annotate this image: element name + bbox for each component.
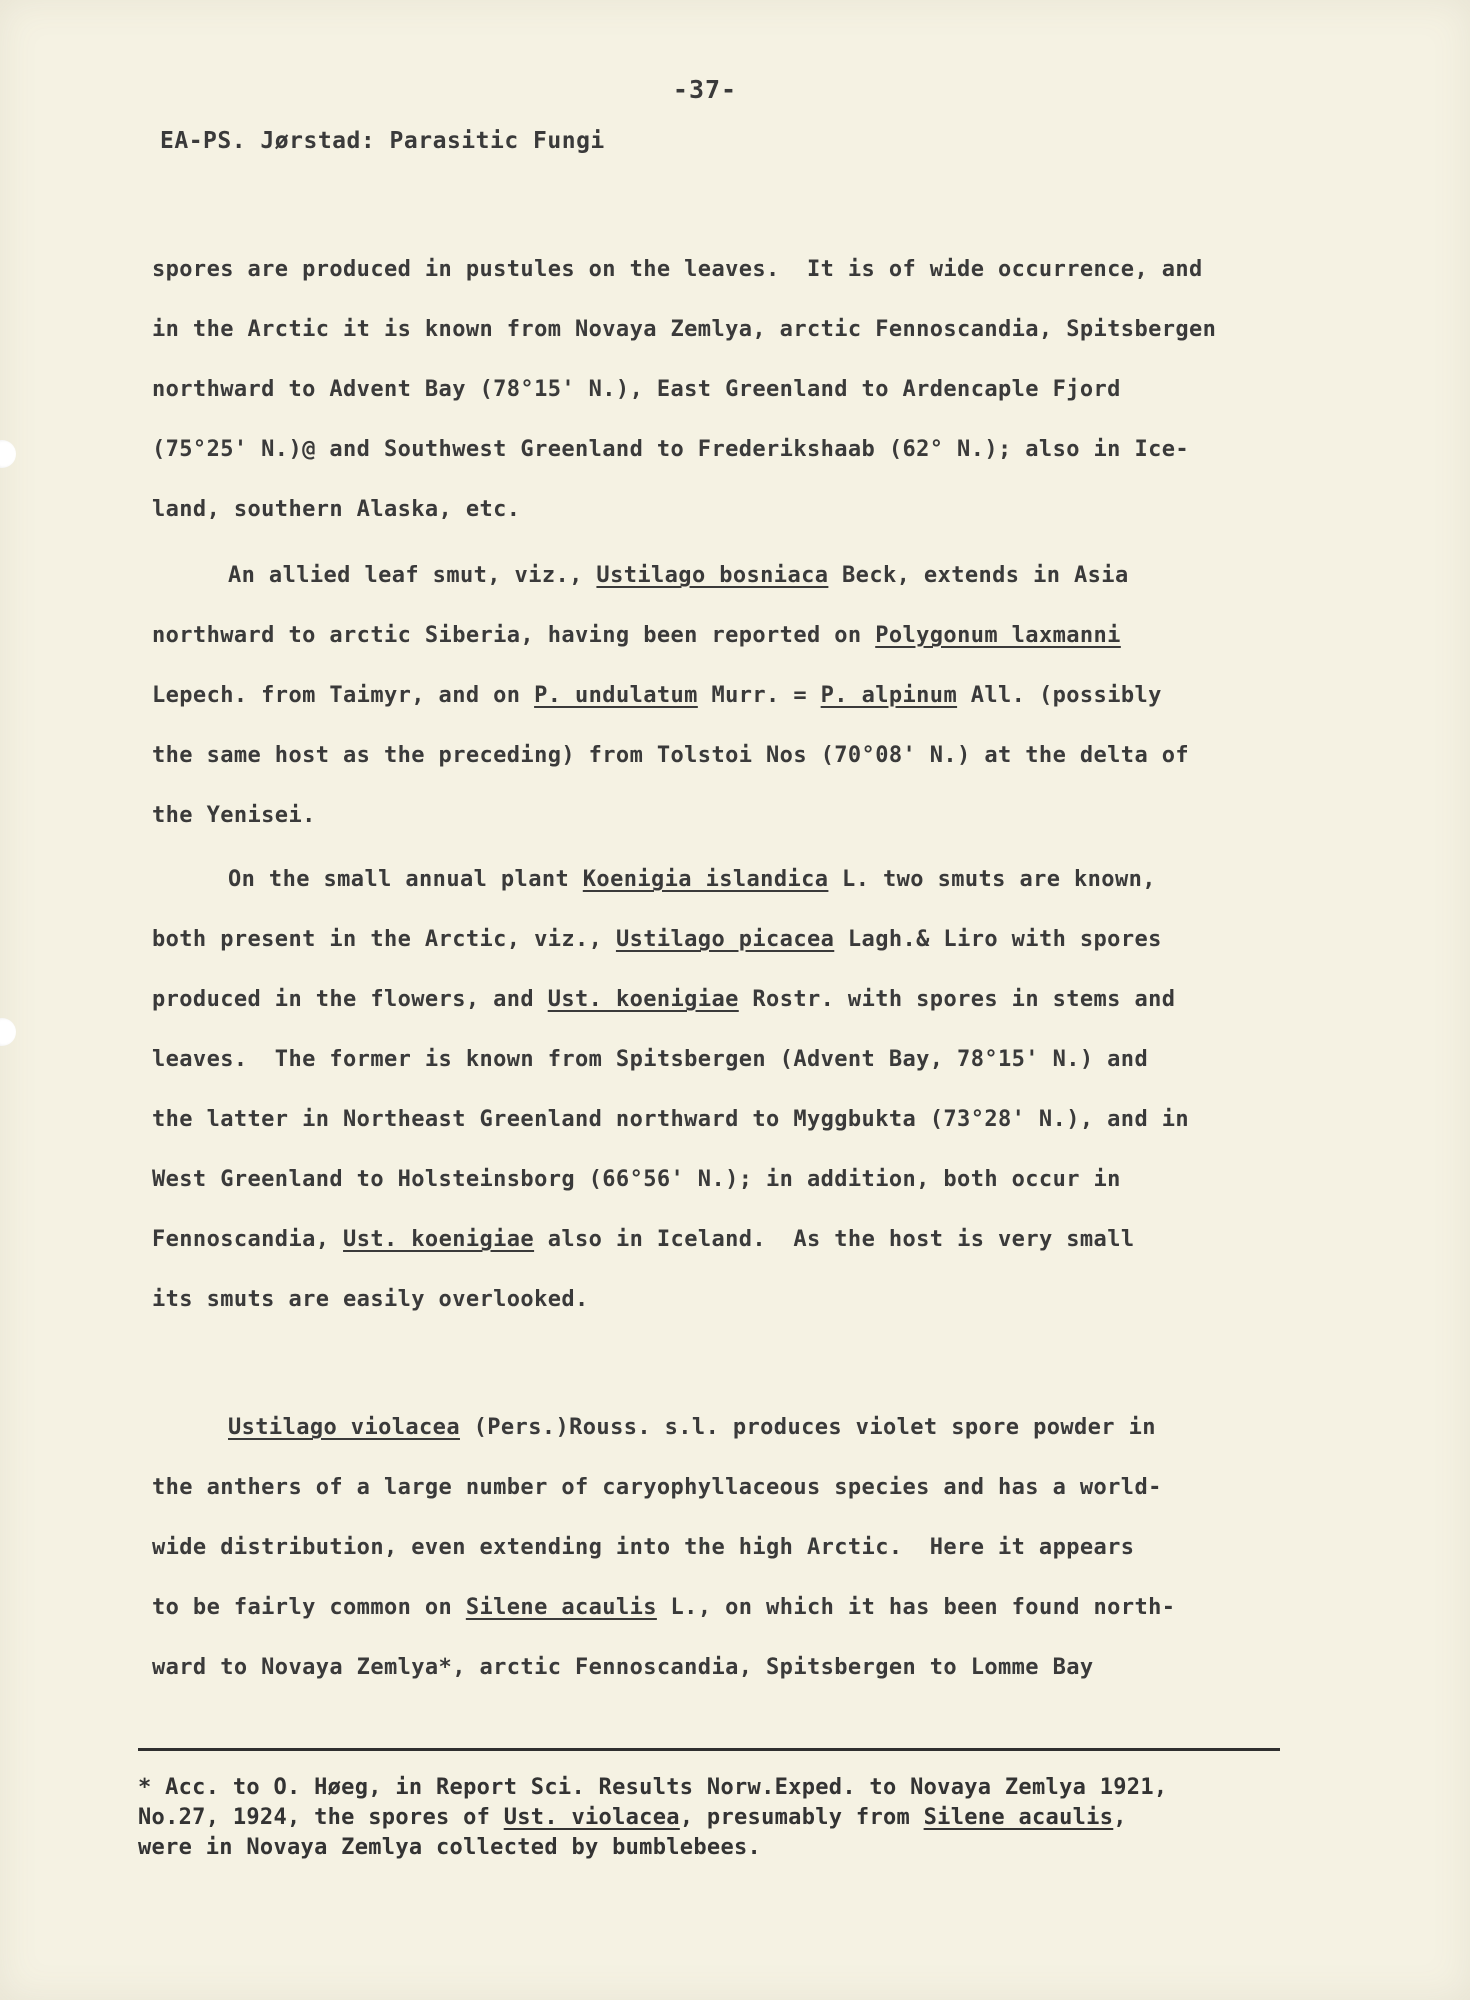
text-span: L. two smuts are known, bbox=[828, 867, 1156, 892]
text-line: land, southern Alaska, etc. bbox=[152, 497, 521, 522]
species-name: Ust. violacea bbox=[503, 1805, 680, 1830]
text-span: An allied leaf smut, viz., bbox=[228, 563, 597, 588]
text-span: Murr. = bbox=[697, 683, 821, 708]
text-line bbox=[152, 986, 1175, 1014]
text-span: Fennoscandia, bbox=[152, 1227, 344, 1252]
species-name: Silene acaulis bbox=[465, 1595, 657, 1620]
text-line: the latter in Northeast Greenland northward to Myggbukta (73°28' N.), and in bbox=[152, 1107, 1190, 1132]
text-span: Lagh.& Liro with spores bbox=[834, 927, 1162, 952]
text-line: (75°25' N.)@ and Southwest Greenland to Frederikshaab (62° N.); also in Ice- bbox=[152, 437, 1190, 462]
species-name: P. alpinum bbox=[820, 683, 958, 708]
text-span: Rostr. with spores in stems and bbox=[738, 987, 1176, 1012]
species-name: P. undulatum bbox=[534, 683, 698, 708]
text-span: , presumably from bbox=[679, 1805, 924, 1830]
species-name: Koenigia islandica bbox=[582, 867, 829, 892]
footnote-line bbox=[138, 1806, 1127, 1830]
text-span: On the small annual plant bbox=[228, 867, 583, 892]
text-line bbox=[152, 1594, 1175, 1622]
page-number: -37- bbox=[672, 75, 738, 104]
text-line bbox=[152, 1226, 1134, 1254]
text-line: wide distribution, even extending into the high Arctic. Here it appears bbox=[152, 1535, 1135, 1560]
footnote-rule bbox=[138, 1748, 1280, 1751]
text-line bbox=[228, 562, 1129, 590]
punch-hole bbox=[0, 1018, 16, 1046]
text-span: to be fairly common on bbox=[152, 1595, 466, 1620]
species-name: Ust. koenigiae bbox=[547, 987, 739, 1012]
text-span: Lepech. from Taimyr, and on bbox=[152, 683, 535, 708]
footnote-line: * Acc. to O. Høeg, in Report Sci. Results Norw.Exped. to Novaya Zemlya 1921, bbox=[138, 1775, 1168, 1800]
footnote-line: were in Novaya Zemlya collected by bumblebees. bbox=[138, 1835, 762, 1860]
text-span: No.27, 1924, the spores of bbox=[138, 1805, 504, 1830]
text-line bbox=[228, 866, 1156, 894]
text-line: the Yenisei. bbox=[152, 803, 316, 828]
species-name: Ustilago violacea bbox=[228, 1415, 460, 1440]
text-line: spores are produced in pustules on the leaves. It is of wide occurrence, and bbox=[152, 257, 1203, 282]
text-line bbox=[152, 622, 1121, 650]
text-span: also in Iceland. As the host is very small bbox=[534, 1227, 1135, 1252]
text-line: West Greenland to Holsteinsborg (66°56' N.); in addition, both occur in bbox=[152, 1167, 1121, 1192]
text-span: All. (possibly bbox=[957, 683, 1162, 708]
species-name: Ustilago bosniaca bbox=[596, 563, 829, 588]
species-name: Ust. koenigiae bbox=[343, 1227, 535, 1252]
text-span: northward to arctic Siberia, having been reported on bbox=[152, 623, 876, 648]
text-line: in the Arctic it is known from Novaya Zemlya, arctic Fennoscandia, Spitsbergen bbox=[152, 317, 1217, 342]
text-line: its smuts are easily overlooked. bbox=[152, 1287, 589, 1312]
species-name: Polygonum laxmanni bbox=[875, 623, 1121, 648]
text-span: both present in the Arctic, viz., bbox=[152, 927, 616, 952]
text-line: northward to Advent Bay (78°15' N.), East Greenland to Ardencaple Fjord bbox=[152, 377, 1121, 402]
text-line: the anthers of a large number of caryophyllaceous species and has a world- bbox=[152, 1475, 1162, 1500]
text-span: Beck, extends in Asia bbox=[828, 563, 1129, 588]
running-header: EA-PS. Jørstad: Parasitic Fungi bbox=[160, 128, 605, 154]
species-name: Silene acaulis bbox=[923, 1805, 1114, 1830]
text-span: produced in the flowers, and bbox=[152, 987, 548, 1012]
text-line bbox=[228, 1414, 1156, 1442]
text-line bbox=[152, 926, 1162, 954]
text-line bbox=[152, 682, 1162, 710]
text-line: ward to Novaya Zemlya*, arctic Fennoscandia, Spitsbergen to Lomme Bay bbox=[152, 1655, 1094, 1680]
punch-hole bbox=[0, 440, 16, 468]
text-span: (Pers.)Rouss. s.l. produces violet spore powder in bbox=[459, 1415, 1156, 1440]
text-line: leaves. The former is known from Spitsbergen (Advent Bay, 78°15' N.) and bbox=[152, 1047, 1149, 1072]
text-line: the same host as the preceding) from Tolstoi Nos (70°08' N.) at the delta of bbox=[152, 743, 1190, 768]
text-span: , bbox=[1113, 1805, 1127, 1830]
text-span: L., on which it has been found north- bbox=[656, 1595, 1176, 1620]
species-name: Ustilago picacea bbox=[615, 927, 835, 952]
